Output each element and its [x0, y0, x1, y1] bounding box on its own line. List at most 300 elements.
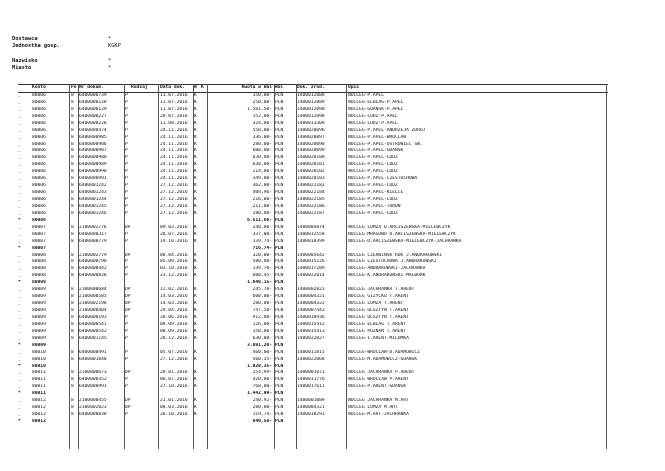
cell-kwota: 630,00- — [252, 162, 272, 168]
cell-opis: NOCLEG WROCLAW P.ARENT — [348, 377, 409, 383]
cell-nr-dokum: 2100002023 — [79, 405, 107, 411]
cell-opis: NOCLEG GIZYCKO T.ARENT — [348, 294, 409, 300]
cell-waluta: PLN — [275, 183, 284, 189]
cell-waluta: PLN — [275, 412, 284, 418]
table-row[interactable] — [18, 329, 608, 336]
cell-dok-zrodl: 1400015226 — [297, 259, 325, 265]
table-row[interactable] — [18, 148, 608, 155]
col-divider — [124, 84, 125, 449]
cell-dok-zrodl: 1400013309 — [297, 120, 325, 126]
cell-konto: 80009 — [32, 308, 46, 313]
cell-waluta: PLN — [275, 419, 284, 424]
table-row[interactable] — [18, 384, 608, 391]
cell-rz: DP — [125, 224, 131, 230]
cell-konto: 80006 — [32, 106, 46, 112]
cell-w: K — [194, 169, 197, 175]
cell-dok-zrodl: 1400022183 — [297, 183, 325, 189]
cell-nr-dokum: 6400000317 — [79, 231, 107, 237]
cell-konto: 80009 — [32, 335, 46, 341]
table-row[interactable] — [18, 273, 608, 280]
cell-data-dok: 08.03.2016 — [160, 405, 188, 411]
row-marker: _ — [18, 224, 21, 230]
cell-po: 8 — [71, 148, 74, 154]
col-divider — [296, 84, 297, 449]
row-marker: * — [18, 419, 21, 424]
cell-nr-dokum: 6400000474 — [79, 127, 107, 133]
cell-konto: 80006 — [32, 176, 46, 182]
cell-dok-zrodl: 1400007443 — [297, 308, 325, 313]
col-divider — [158, 84, 159, 449]
row-marker: _ — [18, 92, 21, 98]
cell-nr-dokum: 2100000684 — [79, 287, 107, 293]
cell-po: 8 — [71, 321, 74, 327]
cell-po: 8 — [71, 210, 74, 216]
cell-po: 8 — [71, 155, 74, 161]
cell-po: 8 — [71, 335, 74, 341]
cell-waluta: PLN — [275, 238, 284, 244]
col-header-kwota[interactable]: Kwota w Wal — [241, 85, 272, 90]
cell-waluta: PLN — [275, 176, 284, 182]
cell-nr-dokum: 2100002779 — [79, 252, 107, 258]
row-marker: _ — [18, 301, 21, 307]
cell-opis: NOCLEG OLSZTYN T.ARENT — [348, 314, 409, 320]
cell-konto: 80010 — [32, 363, 46, 369]
cell-dok-zrodl: 1400020103 — [297, 176, 325, 182]
cell-opis: NOCLEG CZERWINSK ROK J.ANDRAKOWSKI — [348, 252, 443, 258]
col-header-w[interactable]: W — [194, 85, 197, 90]
cell-kwota: 245,70- — [252, 287, 272, 293]
cell-data-dok: 24.11.2016 — [160, 169, 188, 175]
cell-dok-zrodl: 1400015412 — [297, 321, 325, 327]
cell-data-dok: 24.11.2016 — [160, 141, 188, 147]
table-row[interactable] — [18, 287, 608, 294]
cell-opis: NOCLEG-WROCLAW-D.ADAMOWICZ — [348, 349, 420, 355]
cell-nr-dokum: 6400000990 — [79, 169, 107, 175]
cell-konto: 80012 — [32, 405, 46, 411]
header-value: * — [108, 65, 112, 71]
cell-waluta: PLN — [275, 224, 284, 230]
col-header-data-dok[interactable]: Data dok. — [160, 85, 185, 90]
cell-po: 8 — [71, 314, 74, 320]
col-header-nr-dokum[interactable]: Nr dokum. — [79, 85, 104, 90]
cell-opis: NOCLEG-P.APEL-LODZ — [348, 197, 398, 202]
table-row[interactable] — [18, 398, 608, 405]
cell-konto: 80009 — [32, 342, 46, 348]
table-row[interactable] — [18, 370, 608, 377]
cell-po: 8 — [71, 162, 74, 168]
table-row[interactable] — [18, 128, 608, 135]
row-marker: _ — [18, 99, 21, 105]
cell-nr-dokum: 6400000988 — [79, 155, 107, 161]
cell-w: K — [194, 405, 197, 411]
subtotal-row[interactable] — [18, 364, 608, 371]
cell-konto: 80006 — [32, 113, 46, 119]
row-marker: _ — [18, 273, 21, 279]
cell-waluta: PLN — [275, 197, 284, 202]
cell-rz: DP — [125, 252, 131, 258]
table-row[interactable] — [18, 357, 608, 364]
cell-opis: NOCLEG JACHRANKA M.ART — [348, 398, 409, 404]
row-marker: _ — [18, 141, 21, 147]
cell-nr-dokum: 6400000129 — [79, 106, 107, 112]
table-header-row — [18, 84, 608, 93]
cell-waluta: PLN — [275, 384, 284, 390]
cell-dok-zrodl: 1400010936 — [297, 314, 325, 320]
col-header-po[interactable]: Po — [71, 85, 77, 90]
cell-po: 8 — [71, 294, 74, 300]
cell-po: 8 — [71, 308, 74, 313]
cell-rz: P — [125, 197, 128, 202]
row-marker: _ — [18, 197, 21, 202]
cell-kwota: 580,00- — [252, 259, 272, 265]
cell-konto: 80009 — [32, 314, 46, 320]
cell-konto: 80011 — [32, 391, 46, 397]
table-row[interactable] — [18, 176, 608, 183]
row-marker: _ — [18, 308, 21, 313]
col-header-waluta[interactable]: Wal — [275, 85, 284, 90]
cell-konto: 80009 — [32, 301, 46, 307]
table-row[interactable] — [18, 315, 608, 322]
cell-dok-zrodl: 1400004321 — [297, 405, 325, 411]
table-row[interactable] — [18, 114, 608, 121]
cell-dok-zrodl: 1400020099 — [297, 148, 325, 154]
cell-dok-zrodl: 1400022068 — [297, 356, 325, 362]
cell-rz: P — [125, 176, 128, 182]
cell-w: K — [194, 328, 197, 334]
cell-kwota: 126,00- — [252, 321, 272, 327]
cell-waluta: PLN — [275, 377, 284, 383]
cell-po: 8 — [71, 377, 74, 383]
cell-opis: NOCLEG-P.APEL-KIELCE — [348, 190, 404, 196]
cell-kwota: 560,35- — [252, 356, 272, 362]
cell-konto: 80006 — [32, 127, 46, 133]
cell-data-dok: 14.03.2016 — [160, 301, 188, 307]
table-row[interactable] — [18, 225, 608, 232]
table-row[interactable] — [18, 93, 608, 100]
cell-rz: P — [125, 127, 128, 133]
cell-nr-dokum: 6400000228 — [79, 120, 107, 126]
cell-dok-zrodl: 1400004874 — [297, 224, 325, 230]
cell-dok-zrodl: 1400018399 — [297, 238, 325, 244]
cell-rz: P — [125, 169, 128, 175]
cell-kwota: 150,00- — [252, 328, 272, 334]
cell-po: 8 — [71, 328, 74, 334]
cell-w: K — [194, 113, 197, 119]
cell-w: K — [194, 197, 197, 202]
cell-konto: 80006 — [32, 99, 46, 105]
cell-nr-dokum: 6400000352 — [79, 377, 107, 383]
cell-kwota: 214,00- — [252, 169, 272, 175]
row-marker: _ — [18, 134, 21, 140]
cell-data-dok: 05.07.2016 — [160, 349, 188, 355]
cell-opis: NOCLEG JACHRANKA T.ARENT — [348, 287, 415, 293]
cell-konto: 80006 — [32, 92, 46, 98]
cell-po: 8 — [71, 370, 74, 376]
cell-waluta: PLN — [275, 92, 284, 98]
cell-data-dok: 03.10.2016 — [160, 266, 188, 272]
table-row[interactable] — [18, 162, 608, 169]
cell-waluta: PLN — [275, 398, 284, 404]
table-row[interactable] — [18, 301, 608, 308]
cell-opis: NOCLEG-P.APEL-LODZ — [348, 162, 398, 168]
cell-dok-zrodl: 1400002023 — [297, 287, 325, 293]
table-row[interactable] — [18, 253, 608, 260]
subtotal-row[interactable] — [18, 391, 608, 398]
cell-w: K — [194, 134, 197, 140]
header-label: Jednostka gosp. — [12, 43, 60, 49]
table-row[interactable] — [18, 204, 608, 211]
cell-w: K — [194, 210, 197, 216]
cell-w: K — [194, 162, 197, 168]
row-marker: * — [18, 391, 21, 397]
table-row[interactable] — [18, 239, 608, 246]
cell-konto: 80007 — [32, 231, 46, 237]
cell-data-dok: 24.11.2016 — [160, 127, 188, 133]
cell-waluta: PLN — [275, 162, 284, 168]
cell-konto: 80011 — [32, 377, 46, 383]
row-marker: _ — [18, 231, 21, 237]
cell-dok-zrodl: 1400012090 — [297, 106, 325, 112]
cell-w: K — [194, 412, 197, 418]
cell-nr-dokum: 6400000739 — [79, 92, 107, 98]
table-row[interactable] — [18, 142, 608, 149]
cell-data-dok: 20.07.2016 — [160, 231, 188, 237]
cell-nr-dokum: 6400000491 — [79, 349, 107, 355]
cell-konto: 80010 — [32, 349, 46, 355]
cell-waluta: PLN — [275, 120, 284, 126]
cell-waluta: PLN — [275, 266, 284, 272]
cell-rz: P — [125, 314, 128, 320]
cell-waluta: PLN — [275, 190, 284, 196]
cell-konto: 80009 — [32, 294, 46, 300]
cell-po: 8 — [71, 197, 74, 202]
cell-opis: NOCLEG-P.APEL-LODZ — [348, 169, 398, 175]
cell-waluta: PLN — [275, 252, 284, 258]
row-marker: _ — [18, 203, 21, 209]
cell-po: 8 — [71, 356, 74, 362]
cell-waluta: PLN — [275, 280, 284, 286]
cell-kwota: 119,74- — [252, 412, 272, 418]
cell-po: 8 — [71, 287, 74, 293]
cell-opis: NOCLEG CZESTOCHOWA J.ANDRAKOWSKI — [348, 259, 437, 265]
cell-data-dok: 11.07.2016 — [160, 106, 188, 112]
cell-w: K — [194, 335, 197, 341]
cell-kwota: 640,56- — [252, 419, 272, 424]
cell-opis: NOCLEG-P.APEL-TORUN — [348, 203, 401, 209]
cell-data-dok: 06.07.2016 — [160, 377, 188, 383]
cell-w: K — [194, 287, 197, 293]
cell-opis: NOCLEG-ELBLAG-P.APEL — [348, 99, 404, 105]
table-row[interactable] — [18, 197, 608, 204]
cell-konto: 80008 — [32, 280, 46, 286]
cell-w: K — [194, 99, 197, 105]
cell-konto: 80006 — [32, 203, 46, 209]
table-row[interactable] — [18, 183, 608, 190]
table-row[interactable] — [18, 336, 608, 343]
cell-data-dok: 27.12.2016 — [160, 183, 188, 189]
cell-konto: 80009 — [32, 328, 46, 334]
table-row[interactable] — [18, 308, 608, 315]
cell-waluta: PLN — [275, 231, 284, 237]
cell-kwota: 768,00- — [252, 384, 272, 390]
cell-nr-dokum: 6400001243 — [79, 190, 107, 196]
cell-rz: DP — [125, 405, 131, 411]
cell-waluta: PLN — [275, 321, 284, 327]
cell-po: 8 — [71, 238, 74, 244]
row-marker: _ — [18, 259, 21, 265]
cell-dok-zrodl: 1400004321 — [297, 294, 325, 300]
cell-w: K — [194, 141, 197, 147]
cell-waluta: PLN — [275, 155, 284, 161]
cell-dok-zrodl: 1400012088 — [297, 92, 325, 98]
table-row[interactable] — [18, 211, 608, 218]
cell-konto: 80009 — [32, 321, 46, 327]
cell-opis: NOCLEG LOMZA T.ARENT — [348, 301, 404, 307]
cell-nr-dokum: 6400000442 — [79, 266, 107, 272]
cell-kwota: 747,50- — [252, 308, 272, 313]
table-row[interactable] — [18, 405, 608, 412]
cell-nr-dokum: 2100000455 — [79, 398, 107, 404]
col-divider — [207, 84, 208, 449]
cell-konto: 80006 — [32, 120, 46, 126]
cell-nr-dokum: 6400000542 — [79, 328, 107, 334]
cell-waluta: PLN — [275, 217, 284, 223]
table-row[interactable] — [18, 412, 608, 419]
table-row[interactable] — [18, 259, 608, 266]
col-divider — [606, 84, 607, 449]
table-row[interactable] — [18, 377, 608, 384]
cell-rz: P — [125, 155, 128, 161]
table-row[interactable] — [18, 135, 608, 142]
cell-opis: NOCLEG ELBLAG T.ARENT — [348, 321, 407, 327]
cell-kwota: 240,92- — [252, 398, 272, 404]
cell-w: K — [194, 398, 197, 404]
cell-data-dok: 24.11.2016 — [160, 176, 188, 182]
table-row[interactable] — [18, 232, 608, 239]
cell-konto: 80006 — [32, 141, 46, 147]
cell-po: 8 — [71, 127, 74, 133]
cell-w: K — [194, 314, 197, 320]
cell-po: 8 — [71, 120, 74, 126]
row-marker: _ — [18, 314, 21, 320]
cell-waluta: PLN — [275, 391, 284, 397]
cell-konto: 80006 — [32, 183, 46, 189]
row-marker: _ — [18, 252, 21, 258]
cell-rz: P — [125, 238, 128, 244]
table-body — [18, 93, 608, 426]
cell-w: K — [194, 92, 197, 98]
cell-rz: P — [125, 92, 128, 98]
cell-opis: NOCLEG-I.ARENT-MILOMKA — [348, 335, 409, 341]
subtotal-row[interactable] — [18, 280, 608, 287]
cell-waluta: PLN — [275, 148, 284, 154]
cell-konto: 80012 — [32, 412, 46, 418]
cell-data-dok: 28.07.2016 — [160, 113, 188, 119]
cell-po: 8 — [71, 190, 74, 196]
table-row[interactable] — [18, 107, 608, 114]
cell-data-dok: 14.03.2016 — [160, 294, 188, 300]
subtotal-row[interactable] — [18, 246, 608, 253]
subtotal-row[interactable] — [18, 419, 608, 426]
subtotal-row[interactable] — [18, 218, 608, 225]
row-marker: _ — [18, 384, 21, 390]
cell-kwota: 716,74- — [252, 245, 272, 251]
col-header-rodzaj[interactable]: Rodzaj — [131, 85, 148, 90]
row-marker: _ — [18, 335, 21, 341]
col-header-k[interactable]: K — [201, 85, 204, 90]
col-header-opis[interactable]: Opis — [348, 85, 360, 90]
cell-rz: P — [125, 356, 128, 362]
cell-rz: P — [125, 412, 128, 418]
cell-opis: NOCLEG JACHRANKA P.ARENT — [348, 370, 415, 376]
cell-kwota: 349,00- — [252, 176, 272, 182]
cell-waluta: PLN — [275, 99, 284, 105]
table-row[interactable] — [18, 350, 608, 357]
header-label: Miasto — [12, 65, 32, 71]
cell-kwota: 139,70- — [252, 266, 272, 272]
cell-kwota: 600,00- — [252, 148, 272, 154]
cell-rz: DP — [125, 398, 131, 404]
row-marker: * — [18, 280, 21, 286]
cell-dok-zrodl: 1400017611 — [297, 384, 325, 390]
cell-w: K — [194, 356, 197, 362]
cell-rz: P — [125, 384, 128, 390]
cell-waluta: PLN — [275, 363, 284, 369]
cell-rz: P — [125, 113, 128, 119]
cell-kwota: 139,74- — [252, 238, 272, 244]
row-marker: _ — [18, 370, 21, 376]
cell-nr-dokum: 6400000991 — [79, 384, 107, 390]
table-row[interactable] — [18, 266, 608, 273]
cell-data-dok: 27.10.2016 — [160, 384, 188, 390]
cell-nr-dokum: 2100002198 — [79, 301, 107, 307]
row-marker: * — [18, 245, 21, 251]
table-row[interactable] — [18, 155, 608, 162]
cell-po: 8 — [71, 113, 74, 119]
cell-data-dok: 08.04.2016 — [160, 252, 188, 258]
cell-kwota: 152,00- — [252, 113, 272, 119]
table-row[interactable] — [18, 322, 608, 329]
cell-dok-zrodl: 1400022186 — [297, 203, 325, 209]
cell-waluta: PLN — [275, 370, 284, 376]
cell-rz: P — [125, 99, 128, 105]
header-label: Nazwisko — [12, 58, 38, 64]
table-row[interactable] — [18, 294, 608, 301]
row-marker: _ — [18, 349, 21, 355]
cell-kwota: 1.442,99- — [247, 391, 272, 397]
cell-dok-zrodl: 1400020097 — [297, 134, 325, 140]
col-header-konto[interactable]: Konto — [32, 85, 46, 90]
table-row[interactable] — [18, 169, 608, 176]
cell-waluta: PLN — [275, 328, 284, 334]
cell-opis: NOCLEG-LODZ-P.APEL — [348, 120, 398, 126]
row-marker: _ — [18, 412, 21, 418]
cell-konto: 80007 — [32, 238, 46, 244]
table-row[interactable] — [18, 121, 608, 128]
col-divider — [274, 84, 275, 449]
row-marker: _ — [18, 328, 21, 334]
cell-kwota: 336,00- — [252, 134, 272, 140]
table-row[interactable] — [18, 100, 608, 107]
table-row[interactable] — [18, 190, 608, 197]
subtotal-row[interactable] — [18, 343, 608, 350]
cell-konto: 80012 — [32, 419, 46, 424]
col-header-dok-zrodl[interactable]: Dok. zród. — [297, 85, 325, 90]
cell-po: 8 — [71, 259, 74, 265]
cell-waluta: PLN — [275, 127, 284, 133]
cell-waluta: PLN — [275, 349, 284, 355]
cell-w: K — [194, 203, 197, 209]
